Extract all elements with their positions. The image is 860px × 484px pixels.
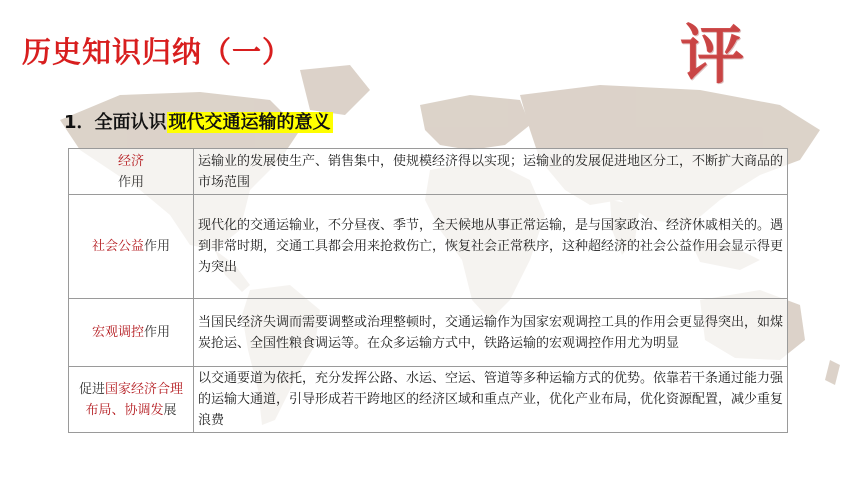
table-row — [69, 195, 788, 299]
row-label-red: 社会公益 — [91, 239, 144, 254]
row-label — [69, 149, 194, 195]
row-content: 以交通要道为依托，充分发挥公路、水运、空运、管道等多种运输方式的优势。依靠若干条通过能力强的运输大通道，引导形成若干跨地区的经济区域和重点产业，优化产业布局，优化资源配置，减少重复浪费 — [194, 367, 788, 433]
table-row — [69, 149, 788, 195]
subtitle-highlight: 现代交通运输的意义 — [168, 112, 331, 133]
subtitle-prefix: 1．全面认识 — [64, 112, 167, 133]
row-content: 现代化的交通运输业，不分昼夜、季节，全天候地从事正常运输，是与国家政治、经济休戚相关的。遇到非常时期，交通工具都会用来抢救伤亡，恢复社会正常秩序，这种超经济的社会公益作用会显示得更为突出 — [194, 195, 788, 299]
row-label-black: 展 — [163, 402, 177, 418]
review-seal-logo: 评 — [680, 18, 744, 93]
row-label — [69, 367, 194, 433]
row-label-black-pre: 促进 — [78, 381, 105, 397]
table-row — [69, 367, 788, 433]
table-row — [69, 299, 788, 367]
section-subtitle — [64, 108, 333, 134]
row-label — [69, 195, 194, 299]
row-label-red: 宏观调控 — [91, 325, 144, 340]
row-label-red: 国家经济合理布局、协调发 — [85, 381, 184, 418]
page-title: 历史知识归纳（一） — [22, 35, 293, 69]
row-label-black: 作用 — [144, 239, 171, 254]
row-content: 当国民经济失调而需要调整或治理整顿时，交通运输作为国家宏观调控工具的作用会更显得突出，如煤炭抢运、全国性粮食调运等。在众多运输方式中，铁路运输的宏观调控作用尤为明显 — [194, 299, 788, 367]
row-label — [69, 299, 194, 367]
row-label-red: 经济 — [117, 153, 144, 169]
row-content: 运输业的发展使生产、销售集中，使规模经济得以实现；运输业的发展促进地区分工，不断扩大商品的市场范围 — [194, 149, 788, 195]
row-label-black: 作用 — [144, 325, 171, 340]
significance-table — [68, 148, 788, 433]
row-label-black: 作用 — [117, 174, 144, 190]
